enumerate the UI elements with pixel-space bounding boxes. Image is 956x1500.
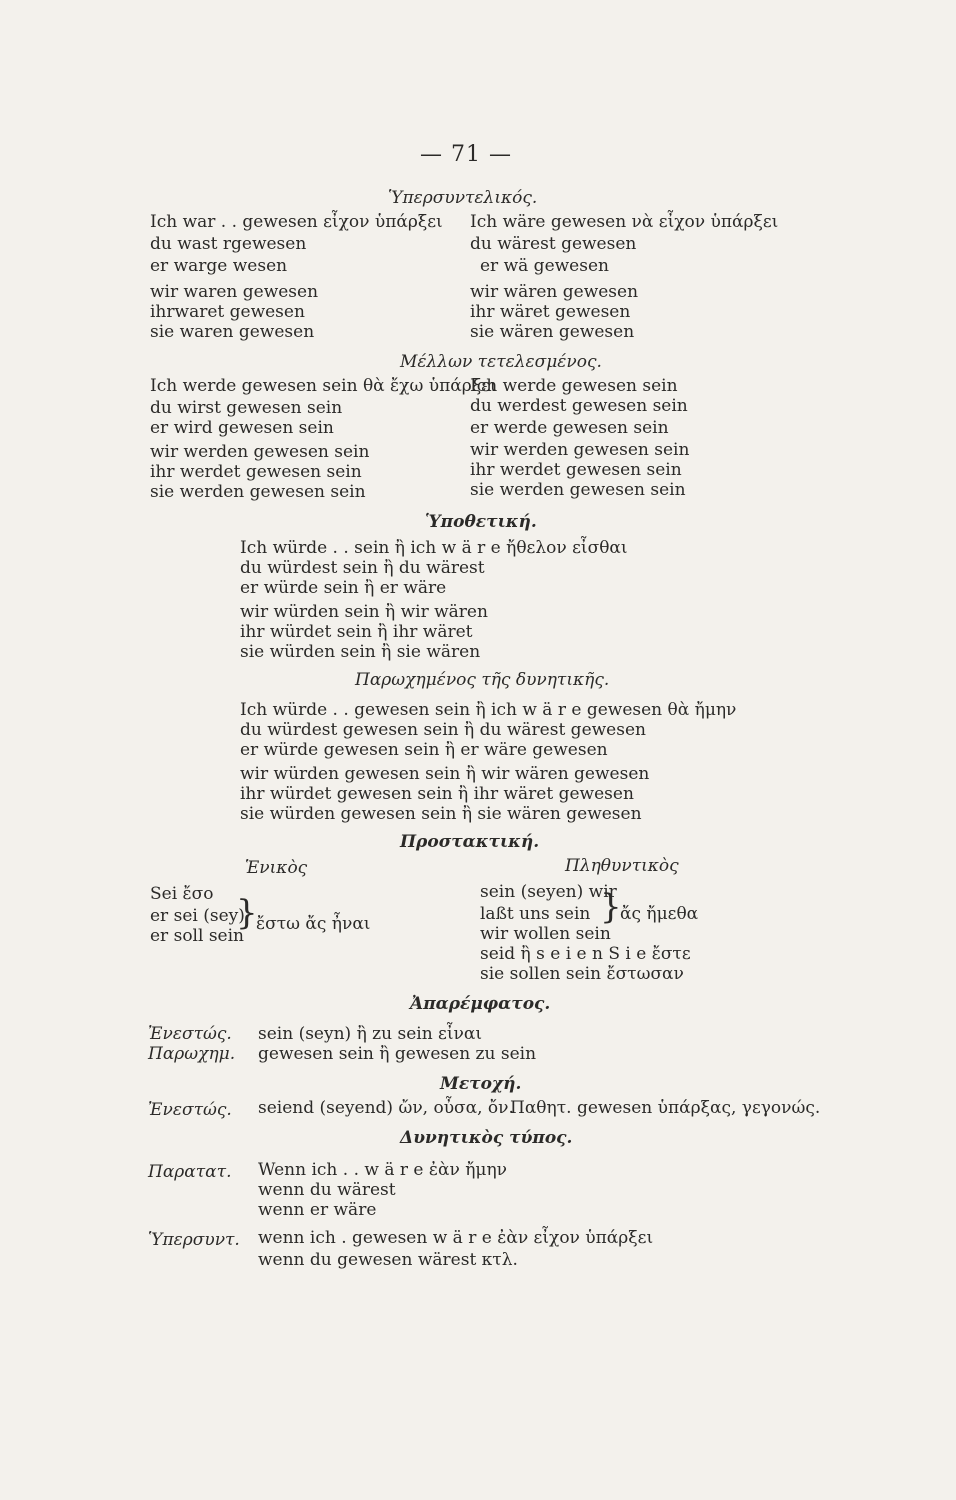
pluperfect-left-5: ihrwaret gewesen bbox=[150, 302, 305, 322]
future-perfect-right-2: du werdest gewesen sein bbox=[470, 396, 688, 416]
future-perfect-right-6: sie werden gewesen sein bbox=[470, 480, 686, 500]
imperative-singular-heading: Ἑνικὸς bbox=[245, 858, 308, 878]
infinitive-label-2: Παρωχημ. bbox=[148, 1044, 236, 1064]
conditional-line-5: ihr würdet sein ἢ ihr wäret bbox=[240, 622, 473, 642]
pluperfect-left-4: wir waren gewesen bbox=[150, 282, 319, 302]
imperative-plural-4: seid ἢ s e i e n S i e ἔστε bbox=[480, 944, 691, 964]
pluperfect-heading: Ὑπερσυντελικός. bbox=[388, 188, 538, 208]
pluperfect-left-1: Ich war . . gewesen εἶχον ὑπάρξει bbox=[150, 212, 443, 232]
pluperfect-right-5: ihr wäret gewesen bbox=[470, 302, 631, 322]
conditional-past-line-6: sie würden gewesen sein ἢ sie wären gewesen bbox=[240, 804, 642, 824]
future-perfect-left-6: sie werden gewesen sein bbox=[150, 482, 366, 502]
pluperfect-right-4: wir wären gewesen bbox=[470, 282, 639, 302]
infinitive-text-1: sein (seyn) ἢ zu sein εἶναι bbox=[258, 1024, 483, 1044]
participle-passive: Παθητ. gewesen ὑπάρξας, γεγονώς. bbox=[510, 1098, 821, 1118]
conditional-past-heading: Παρωχημένος τῆς δυνητικῆς. bbox=[355, 670, 610, 690]
page-number: — 71 — bbox=[420, 142, 512, 167]
infinitive-label-1: Ἐνεστώς. bbox=[148, 1024, 232, 1044]
participle-label: Ἐνεστώς. bbox=[148, 1100, 232, 1120]
pluperfect-right-3: er wä gewesen bbox=[480, 256, 609, 276]
imperative-heading: Προστακτική. bbox=[400, 832, 540, 852]
subjunctive-present-2: wenn du wärest bbox=[258, 1180, 396, 1200]
future-perfect-heading: Μέλλων τετελεσμένος. bbox=[400, 352, 602, 372]
conditional-line-2: du würdest sein ἢ du wärest bbox=[240, 558, 485, 578]
future-perfect-left-5: ihr werdet gewesen sein bbox=[150, 462, 362, 482]
infinitive-heading: Ἀπαρέμφατος. bbox=[410, 994, 551, 1014]
pluperfect-right-2: du wärest gewesen bbox=[470, 234, 637, 254]
subjunctive-past-2: wenn du gewesen wärest κτλ. bbox=[258, 1250, 518, 1270]
conditional-line-1: Ich würde . . sein ἢ ich w ä r e ἤθελον εἶσθαι bbox=[240, 538, 628, 558]
participle-text: seiend (seyend) ὤν, οὖσα, ὄν. bbox=[258, 1098, 514, 1118]
pluperfect-left-6: sie waren gewesen bbox=[150, 322, 315, 342]
subjunctive-heading: Δυνητικὸς τύπος. bbox=[400, 1128, 573, 1148]
conditional-past-line-4: wir würden gewesen sein ἢ wir wären gewesen bbox=[240, 764, 650, 784]
subjunctive-present-3: wenn er wäre bbox=[258, 1200, 377, 1220]
conditional-line-3: er würde sein ἢ er wäre bbox=[240, 578, 447, 598]
future-perfect-left-4: wir werden gewesen sein bbox=[150, 442, 370, 462]
imperative-singular-greek: ἔστω ἄς ἦναι bbox=[256, 914, 371, 934]
imperative-plural-greek: ἄς ἤμεθα bbox=[620, 904, 699, 924]
conditional-past-line-1: Ich würde . . gewesen sein ἢ ich w ä r e gewesen θὰ ἤμην bbox=[240, 700, 737, 720]
pluperfect-left-2: du wast rgewesen bbox=[150, 234, 307, 254]
future-perfect-right-3: er werde gewesen sein bbox=[470, 418, 669, 438]
future-perfect-left-2: du wirst gewesen sein bbox=[150, 398, 343, 418]
future-perfect-left-1: Ich werde gewesen sein θὰ ἔχω ὑπάρξει bbox=[150, 376, 497, 396]
future-perfect-right-5: ihr werdet gewesen sein bbox=[470, 460, 682, 480]
conditional-past-line-5: ihr würdet gewesen sein ἢ ihr wäret gewesen bbox=[240, 784, 634, 804]
imperative-plural-3: wir wollen sein bbox=[480, 924, 611, 944]
infinitive-text-2: gewesen sein ἢ gewesen zu sein bbox=[258, 1044, 537, 1064]
future-perfect-left-3: er wird gewesen sein bbox=[150, 418, 334, 438]
imperative-plural-5: sie sollen sein ἔστωσαν bbox=[480, 964, 684, 984]
conditional-line-6: sie würden sein ἢ sie wären bbox=[240, 642, 481, 662]
imperative-singular-1: Sei ἔσο bbox=[150, 884, 214, 904]
imperative-plural-2: laßt uns sein bbox=[480, 904, 591, 924]
participle-heading: Μετοχή. bbox=[440, 1074, 522, 1094]
conditional-past-line-2: du würdest gewesen sein ἢ du wärest gewesen bbox=[240, 720, 646, 740]
imperative-plural-brace: } bbox=[600, 887, 622, 927]
future-perfect-right-4: wir werden gewesen sein bbox=[470, 440, 690, 460]
subjunctive-label-present: Παρατατ. bbox=[148, 1162, 232, 1182]
imperative-plural-heading: Πληθυντικὸς bbox=[565, 856, 679, 876]
future-perfect-right-1: Ich werde gewesen sein bbox=[470, 376, 678, 396]
conditional-past-line-3: er würde gewesen sein ἢ er wäre gewesen bbox=[240, 740, 608, 760]
pluperfect-right-1: Ich wäre gewesen νὰ εἶχον ὑπάρξει bbox=[470, 212, 779, 232]
imperative-singular-2: er sei (sey) bbox=[150, 906, 245, 926]
subjunctive-present-1: Wenn ich . . w ä r e ἐὰν ἤμην bbox=[258, 1160, 507, 1180]
conditional-line-4: wir würden sein ἢ wir wären bbox=[240, 602, 488, 622]
subjunctive-label-past: Ὑπερσυντ. bbox=[148, 1230, 240, 1250]
subjunctive-past-1: wenn ich . gewesen w ä r e ἐὰν εἶχον ὑπάρξει bbox=[258, 1228, 654, 1248]
pluperfect-left-3: er warge wesen bbox=[150, 256, 288, 276]
pluperfect-right-6: sie wären gewesen bbox=[470, 322, 635, 342]
conditional-heading: Ὑποθετική. bbox=[425, 512, 537, 532]
imperative-plural-1: sein (seyen) wir bbox=[480, 882, 617, 902]
imperative-singular-3: er soll sein bbox=[150, 926, 244, 946]
imperative-singular-brace: } bbox=[236, 893, 258, 933]
